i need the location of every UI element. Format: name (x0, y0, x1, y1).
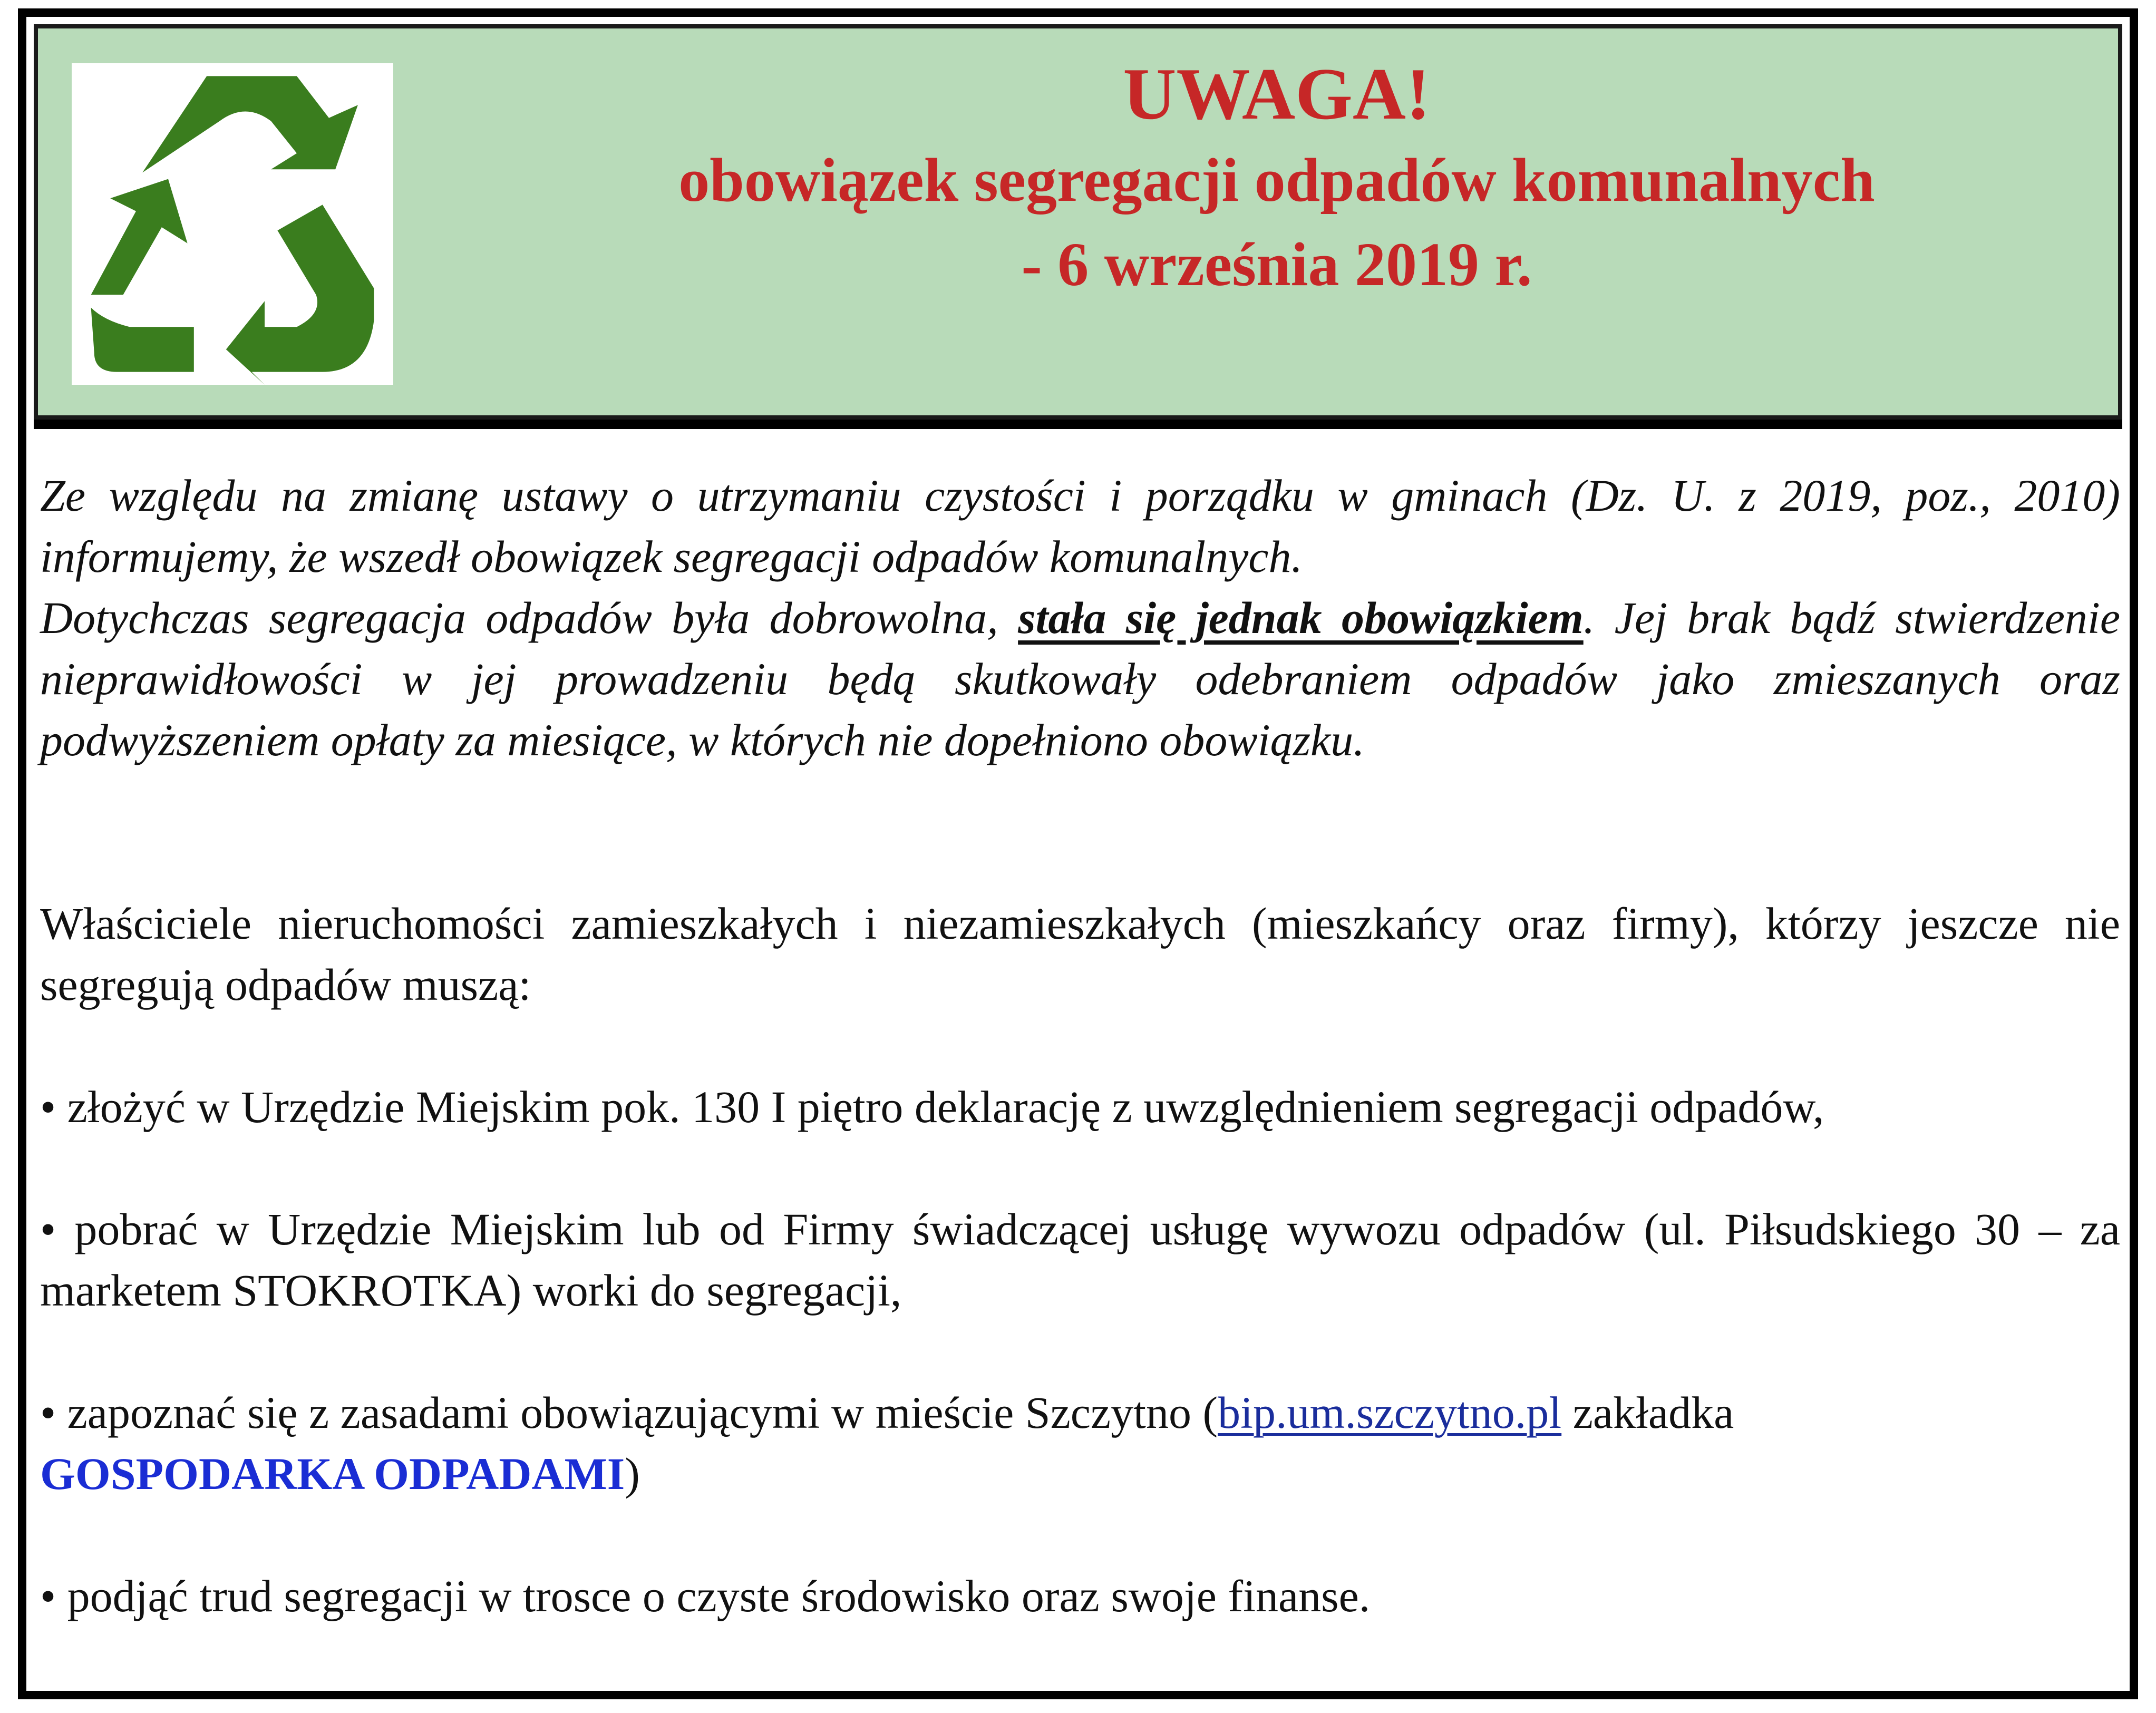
notice-frame (18, 8, 2138, 1699)
spacer (40, 1504, 2120, 1565)
notice-header (34, 24, 2122, 420)
intro-text-2: Dotychczas segregacja odpadów była dobrowolna, (40, 592, 1018, 643)
rules-prefix: • zapoznać się z zasadami obowiązującymi w mieście Szczytno ( (40, 1387, 1218, 1438)
notice-date: - 6 września 2019 r. (1021, 230, 1532, 299)
header-titles (439, 51, 2115, 307)
intro-text-3: . Jej brak bądź stwierdzenie nieprawidłowości w jej prowadzeniu będą skutkowały odebraniem odpadów jako zmieszanych oraz podwyższeniem opłaty za miesiące, w których nie dopełniono obowiązku. (40, 592, 2120, 765)
intro-paragraph (40, 465, 2120, 771)
spacer (40, 1137, 2120, 1199)
waste-management-tab: GOSPODARKA ODPADAMI (40, 1448, 625, 1499)
spacer (40, 1321, 2120, 1382)
recycle-icon (72, 63, 393, 385)
rules-middle: zakładka (1561, 1387, 1734, 1438)
notice-body (40, 465, 2120, 1627)
notice-subtitle: obowiązek segregacji odpadów komunalnych (678, 145, 1875, 215)
obligation-emphasis: stała się jednak obowiązkiem (1018, 592, 1584, 643)
notice-title: UWAGA! (1123, 53, 1431, 135)
bullet-item-declaration: • złożyć w Urzędzie Miejskim pok. 130 I piętro deklarację z uwzględnieniem segregacji odpadów, (40, 1082, 1824, 1132)
owners-paragraph: Właściciele nieruchomości zamieszkałych i niezamieszkałych (mieszkańcy oraz firmy), którzy jeszcze nie segregują odpadów muszą: (40, 898, 2120, 1010)
header-divider (34, 420, 2122, 429)
bullet-item-bags: • pobrać w Urzędzie Miejskim lub od Firmy świadczącej usługę wywozu odpadów (ul. Piłsudskiego 30 – za marketem STOKROTKA) worki do segregacji, (40, 1204, 2120, 1316)
spacer (40, 771, 2120, 893)
intro-text-1: Ze względu na zmianę ustawy o utrzymaniu czystości i porządku w gminach (Dz. U. z 2019, poz., 2010) informujemy, że wszedł obowiązek segregacji odpadów komunalnych. (40, 470, 2120, 582)
rules-suffix: ) (625, 1448, 640, 1499)
bullet-item-effort: • podjąć trud segregacji w trosce o czyste środowisko oraz swoje finanse. (40, 1571, 1371, 1621)
bip-link[interactable]: bip.um.szczytno.pl (1218, 1387, 1562, 1438)
bullet-item-rules (40, 1382, 2120, 1504)
spacer (40, 1015, 2120, 1076)
recycle-logo (72, 63, 393, 385)
